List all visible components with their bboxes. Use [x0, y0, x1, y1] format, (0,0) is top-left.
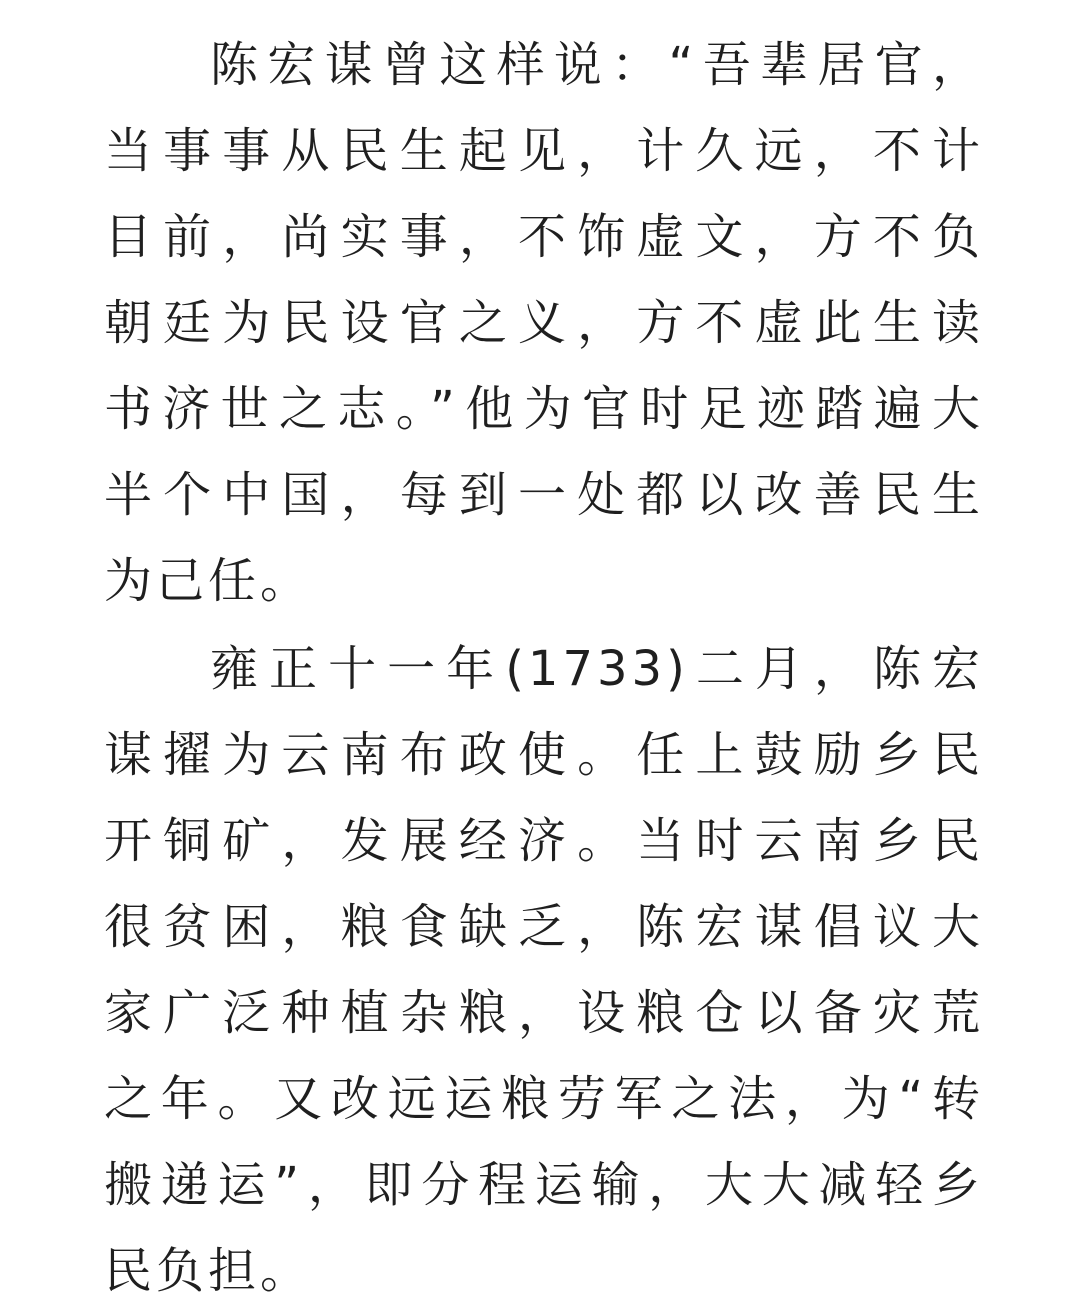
text-line: 民负担。 — [104, 1243, 313, 1299]
text-line: 开铜矿，发展经济。当时云南乡民 — [104, 813, 984, 869]
paragraph-1 — [104, 22, 984, 624]
text-line: 陈宏谋曾这样说：“吾辈居官， — [210, 37, 984, 93]
text-line: 为己任。 — [104, 553, 313, 609]
text-line: 很贫困，粮食缺乏，陈宏谋倡议大 — [104, 899, 984, 955]
text-line: 之年。又改远运粮劳军之法，为“转 — [104, 1071, 984, 1127]
text-line: 朝廷为民设官之义，方不虚此生读 — [104, 295, 984, 351]
text-line: 目前，尚实事，不饰虚文，方不负 — [104, 209, 984, 265]
paragraph-2 — [104, 626, 984, 1314]
text-line: 书济世之志。”他为官时足迹踏遍大 — [104, 381, 984, 437]
text-line: 当事事从民生起见，计久远，不计 — [104, 123, 984, 179]
text-line: 雍正十一年(1733)二月，陈宏 — [210, 641, 984, 697]
text-line: 家广泛种植杂粮，设粮仓以备灾荒 — [104, 985, 984, 1041]
article-body — [104, 22, 984, 1314]
text-line: 搬递运”，即分程运输，大大减轻乡 — [104, 1157, 984, 1213]
text-line: 谋擢为云南布政使。任上鼓励乡民 — [104, 727, 984, 783]
text-line: 半个中国，每到一处都以改善民生 — [104, 467, 984, 523]
